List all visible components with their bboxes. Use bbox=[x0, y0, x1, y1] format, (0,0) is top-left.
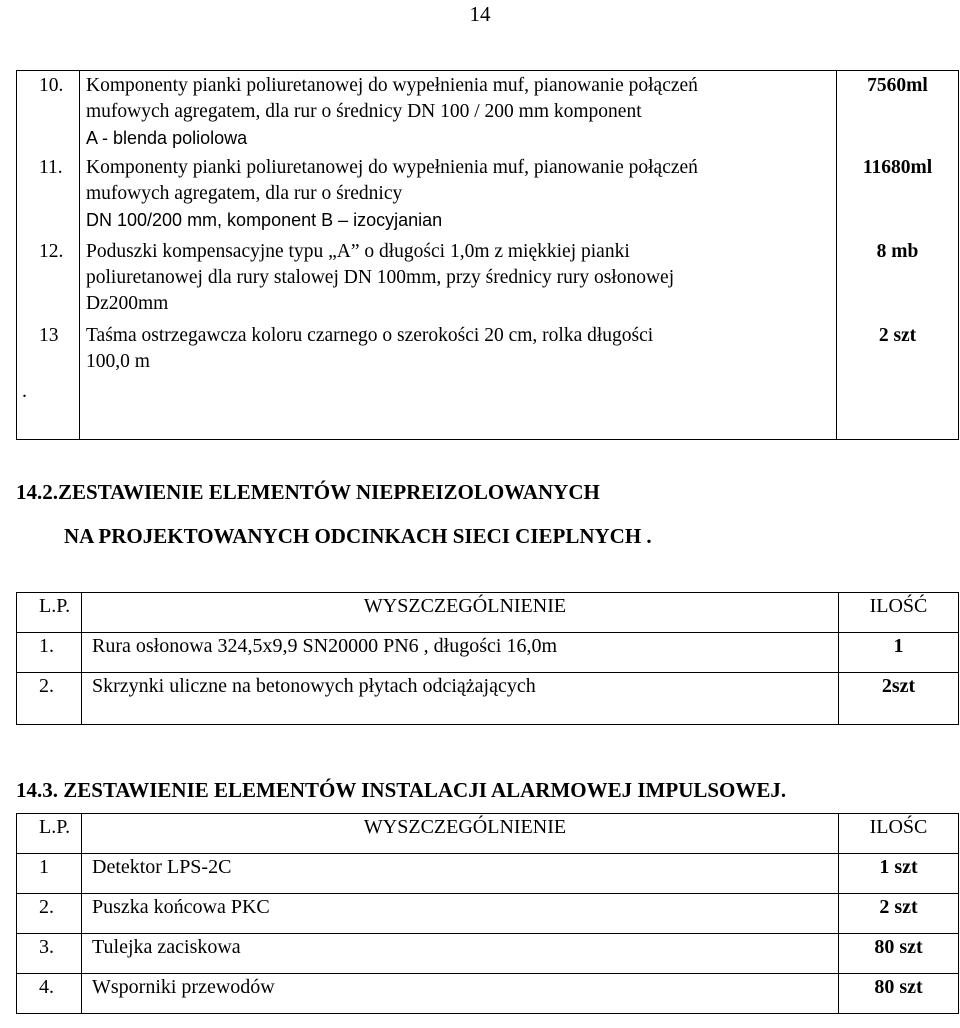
row-number: 1. bbox=[17, 633, 82, 673]
table-row bbox=[17, 321, 959, 440]
row-quantity: 1 szt bbox=[839, 854, 959, 894]
section-2-title: 14.2.ZESTAWIENIE ELEMENTÓW NIEPREIZOLOWANYCH bbox=[16, 480, 600, 504]
row-description bbox=[80, 237, 837, 321]
row-quantity: 80 szt bbox=[839, 974, 959, 1014]
row-number: 13 bbox=[17, 321, 80, 440]
row-quantity: 2 szt bbox=[837, 321, 959, 440]
row-number-suffix: . bbox=[22, 380, 27, 402]
description-line: mufowych agregatem, dla rur o średnicy bbox=[86, 183, 403, 204]
section-2-subtitle: NA PROJEKTOWANYCH ODCINKACH SIECI CIEPLNYCH . bbox=[64, 524, 652, 548]
row-number: 2. bbox=[17, 894, 82, 934]
row-description: Skrzynki uliczne na betonowych płytach odciążających bbox=[82, 673, 839, 725]
description-line: Poduszki kompensacyjne typu „A” o długości 1,0m z miękkiej pianki bbox=[86, 241, 630, 262]
description-line: Taśma ostrzegawcza koloru czarnego o szerokości 20 cm, rolka długości bbox=[86, 325, 654, 346]
row-description: Tulejka zaciskowa bbox=[82, 934, 839, 974]
materials-table bbox=[16, 70, 959, 440]
table-header-row bbox=[17, 814, 959, 854]
row-description bbox=[80, 71, 837, 154]
table-row bbox=[17, 71, 959, 154]
row-description bbox=[80, 321, 837, 440]
description-line: Dz200mm bbox=[86, 293, 169, 314]
section-3-title: 14.3. ZESTAWIENIE ELEMENTÓW INSTALACJI ALARMOWEJ IMPULSOWEJ. bbox=[16, 778, 787, 802]
row-description: Wsporniki przewodów bbox=[82, 974, 839, 1014]
row-number: 11. bbox=[17, 153, 80, 237]
description-line: 100,0 m bbox=[86, 351, 150, 372]
table-row bbox=[17, 934, 959, 974]
non-insulated-elements-table bbox=[16, 592, 959, 725]
row-quantity: 2szt bbox=[839, 673, 959, 725]
row-quantity: 7560ml bbox=[837, 71, 959, 154]
table-header-row bbox=[17, 593, 959, 633]
description-line: DN 100/200 mm, komponent B – izocyjanian bbox=[86, 210, 443, 230]
description-line: A - blenda poliolowa bbox=[86, 128, 248, 148]
description-line: mufowych agregatem, dla rur o średnicy DN 100 / 200 mm komponent bbox=[86, 101, 642, 122]
row-number: 10. bbox=[17, 71, 80, 154]
row-number: 4. bbox=[17, 974, 82, 1014]
row-number: 3. bbox=[17, 934, 82, 974]
table-row bbox=[17, 854, 959, 894]
header-quantity: ILOŚĆ bbox=[839, 593, 959, 633]
row-quantity: 2 szt bbox=[839, 894, 959, 934]
row-quantity: 8 mb bbox=[837, 237, 959, 321]
row-description bbox=[80, 153, 837, 237]
table-row bbox=[17, 673, 959, 725]
description-line: Komponenty pianki poliuretanowej do wypełnienia muf, pianowanie połączeń bbox=[86, 157, 698, 178]
header-lp: L.P. bbox=[17, 814, 82, 854]
table-row bbox=[17, 894, 959, 934]
row-number: 2. bbox=[17, 673, 82, 725]
table-row bbox=[17, 153, 959, 237]
row-description: Puszka końcowa PKC bbox=[82, 894, 839, 934]
row-description: Rura osłonowa 324,5x9,9 SN20000 PN6 , długości 16,0m bbox=[82, 633, 839, 673]
header-description: WYSZCZEGÓLNIENIE bbox=[82, 814, 839, 854]
table-row bbox=[17, 974, 959, 1014]
row-quantity: 1 bbox=[839, 633, 959, 673]
row-number: 12. bbox=[17, 237, 80, 321]
header-lp: L.P. bbox=[17, 593, 82, 633]
description-line: poliuretanowej dla rury stalowej DN 100mm, przy średnicy rury osłonowej bbox=[86, 267, 675, 288]
row-quantity: 80 szt bbox=[839, 934, 959, 974]
row-description: Detektor LPS-2C bbox=[82, 854, 839, 894]
row-number: 1 bbox=[17, 854, 82, 894]
table-row bbox=[17, 633, 959, 673]
header-quantity: ILOŚC bbox=[839, 814, 959, 854]
row-quantity: 11680ml bbox=[837, 153, 959, 237]
header-description: WYSZCZEGÓLNIENIE bbox=[82, 593, 839, 633]
table-row bbox=[17, 237, 959, 321]
alarm-installation-table bbox=[16, 813, 959, 1014]
page-number: 14 bbox=[469, 2, 491, 26]
description-line: Komponenty pianki poliuretanowej do wypełnienia muf, pianowanie połączeń bbox=[86, 75, 698, 96]
